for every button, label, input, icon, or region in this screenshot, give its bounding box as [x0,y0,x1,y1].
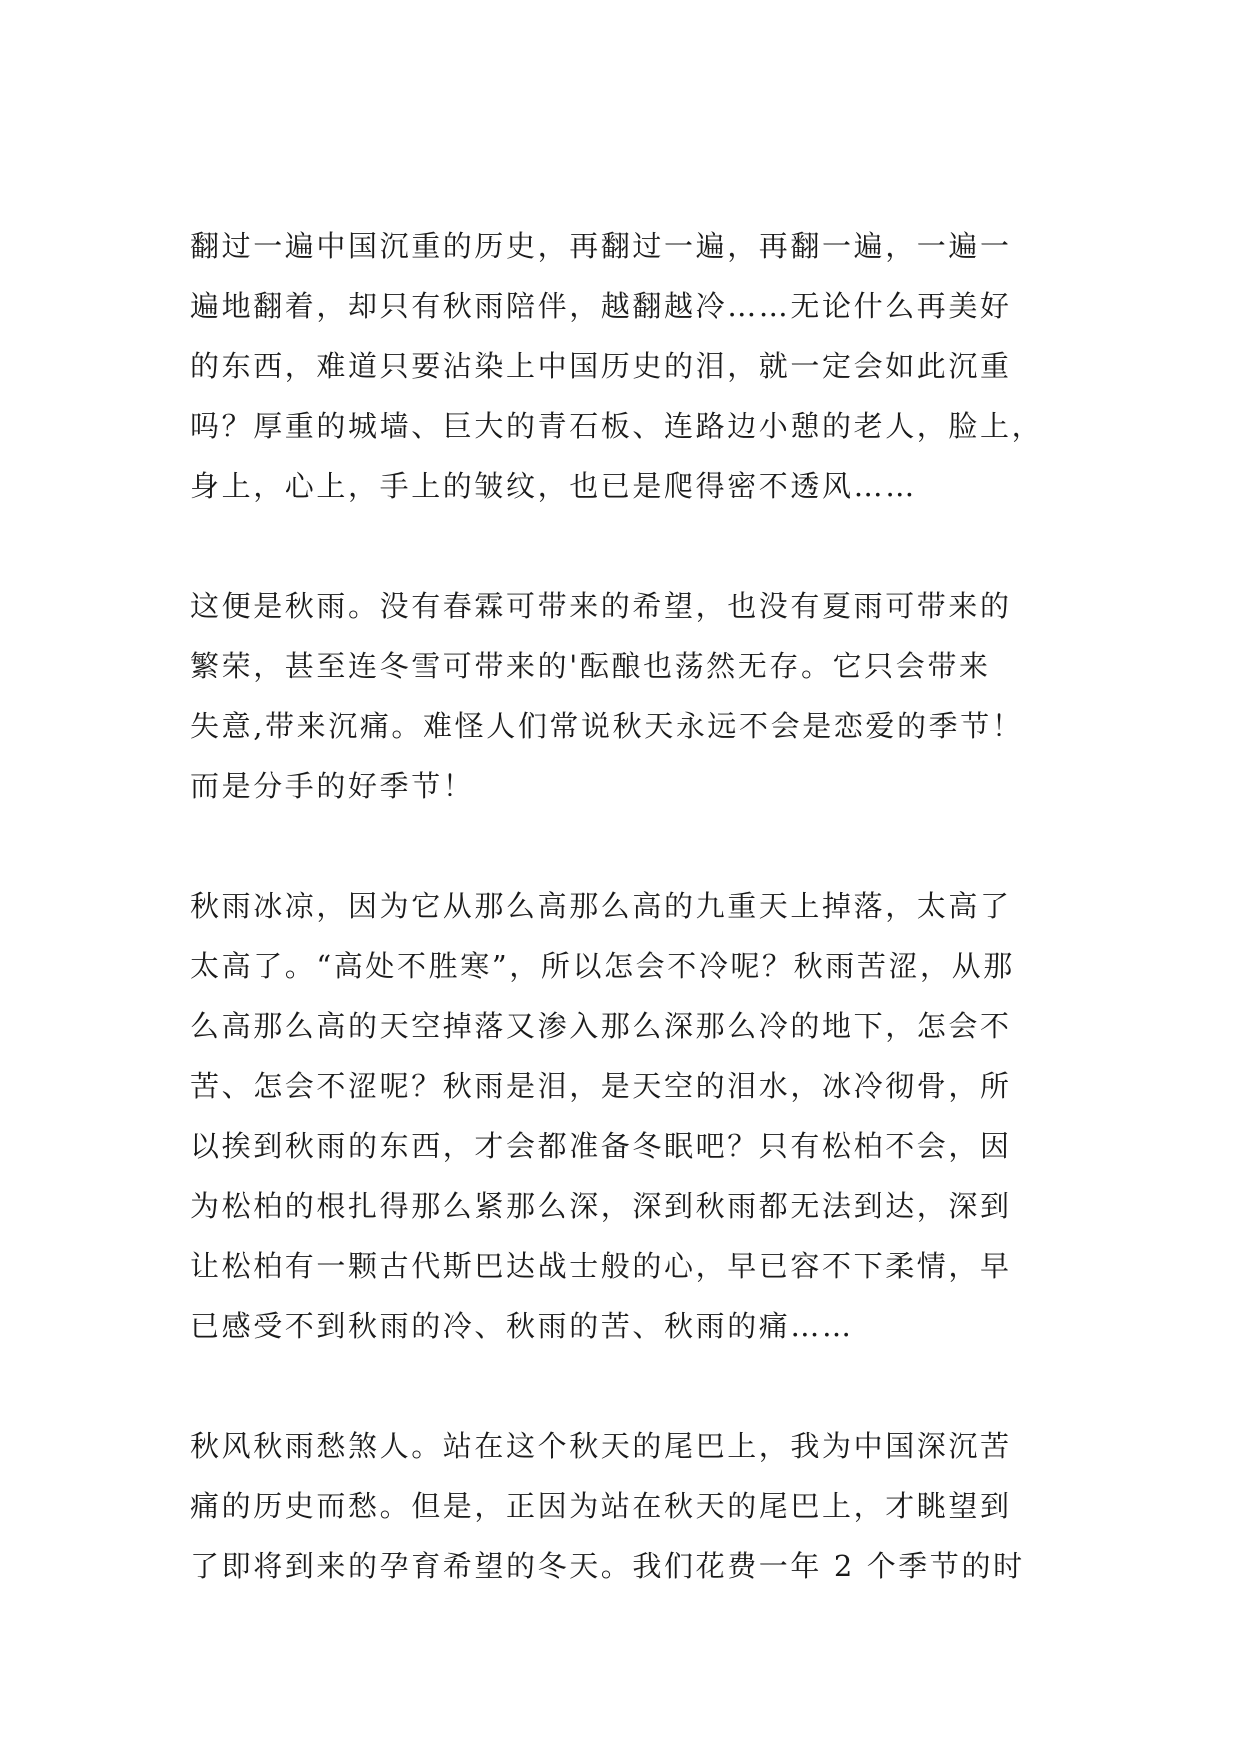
text-line: 的东西，难道只要沾染上中国历史的泪，就一定会如此沉重 [190,349,1012,383]
text-line: 而是分手的好季节！ [190,769,475,803]
text-line: 遍地翻着，却只有秋雨陪伴，越翻越冷……无论什么再美好 [190,289,1012,323]
paragraph-2 [190,576,1052,816]
text-line: 了即将到来的孕育希望的冬天。我们花费一年 2 个季节的时 [190,1549,1025,1583]
text-line: 秋雨冰凉，因为它从那么高那么高的九重天上掉落，太高了 [190,889,1012,923]
text-line: 已感受不到秋雨的冷、秋雨的苦、秋雨的痛…… [190,1309,854,1343]
text-line: 为松柏的根扎得那么紧那么深，深到秋雨都无法到达，深到 [190,1189,1012,1223]
paragraph-1 [190,216,1052,516]
text-line: 苦、怎会不涩呢？秋雨是泪，是天空的泪水，冰冷彻骨，所 [190,1069,1012,1103]
text-line: 么高那么高的天空掉落又渗入那么深那么冷的地下，怎会不 [190,1009,1012,1043]
text-line: 太高了。“高处不胜寒”，所以怎会不冷呢？秋雨苦涩，从那 [190,949,1015,983]
text-line: 痛的历史而愁。但是，正因为站在秋天的尾巴上，才眺望到 [190,1489,1012,1523]
text-line: 以挨到秋雨的东西，才会都准备冬眠吧？只有松柏不会，因 [190,1129,1012,1163]
body-text [190,216,1052,1656]
text-line: 繁荣，甚至连冬雪可带来的'酝酿也荡然无存。它只会带来 [190,649,991,683]
text-line: 让松柏有一颗古代斯巴达战士般的心，早已容不下柔情，早 [190,1249,1012,1283]
text-line: 失意,带来沉痛。难怪人们常说秋天永远不会是恋爱的季节！ [190,709,1024,743]
paragraph-3 [190,876,1052,1356]
text-line: 翻过一遍中国沉重的历史，再翻过一遍，再翻一遍，一遍一 [190,229,1012,263]
text-line: 秋风秋雨愁煞人。站在这个秋天的尾巴上，我为中国深沉苦 [190,1429,1012,1463]
text-line: 这便是秋雨。没有春霖可带来的希望，也没有夏雨可带来的 [190,589,1012,623]
paragraph-4 [190,1416,1052,1596]
text-line: 吗？厚重的城墙、巨大的青石板、连路边小憩的老人，脸上， [190,409,1044,443]
text-line: 身上，心上，手上的皱纹，也已是爬得密不透风…… [190,469,917,503]
